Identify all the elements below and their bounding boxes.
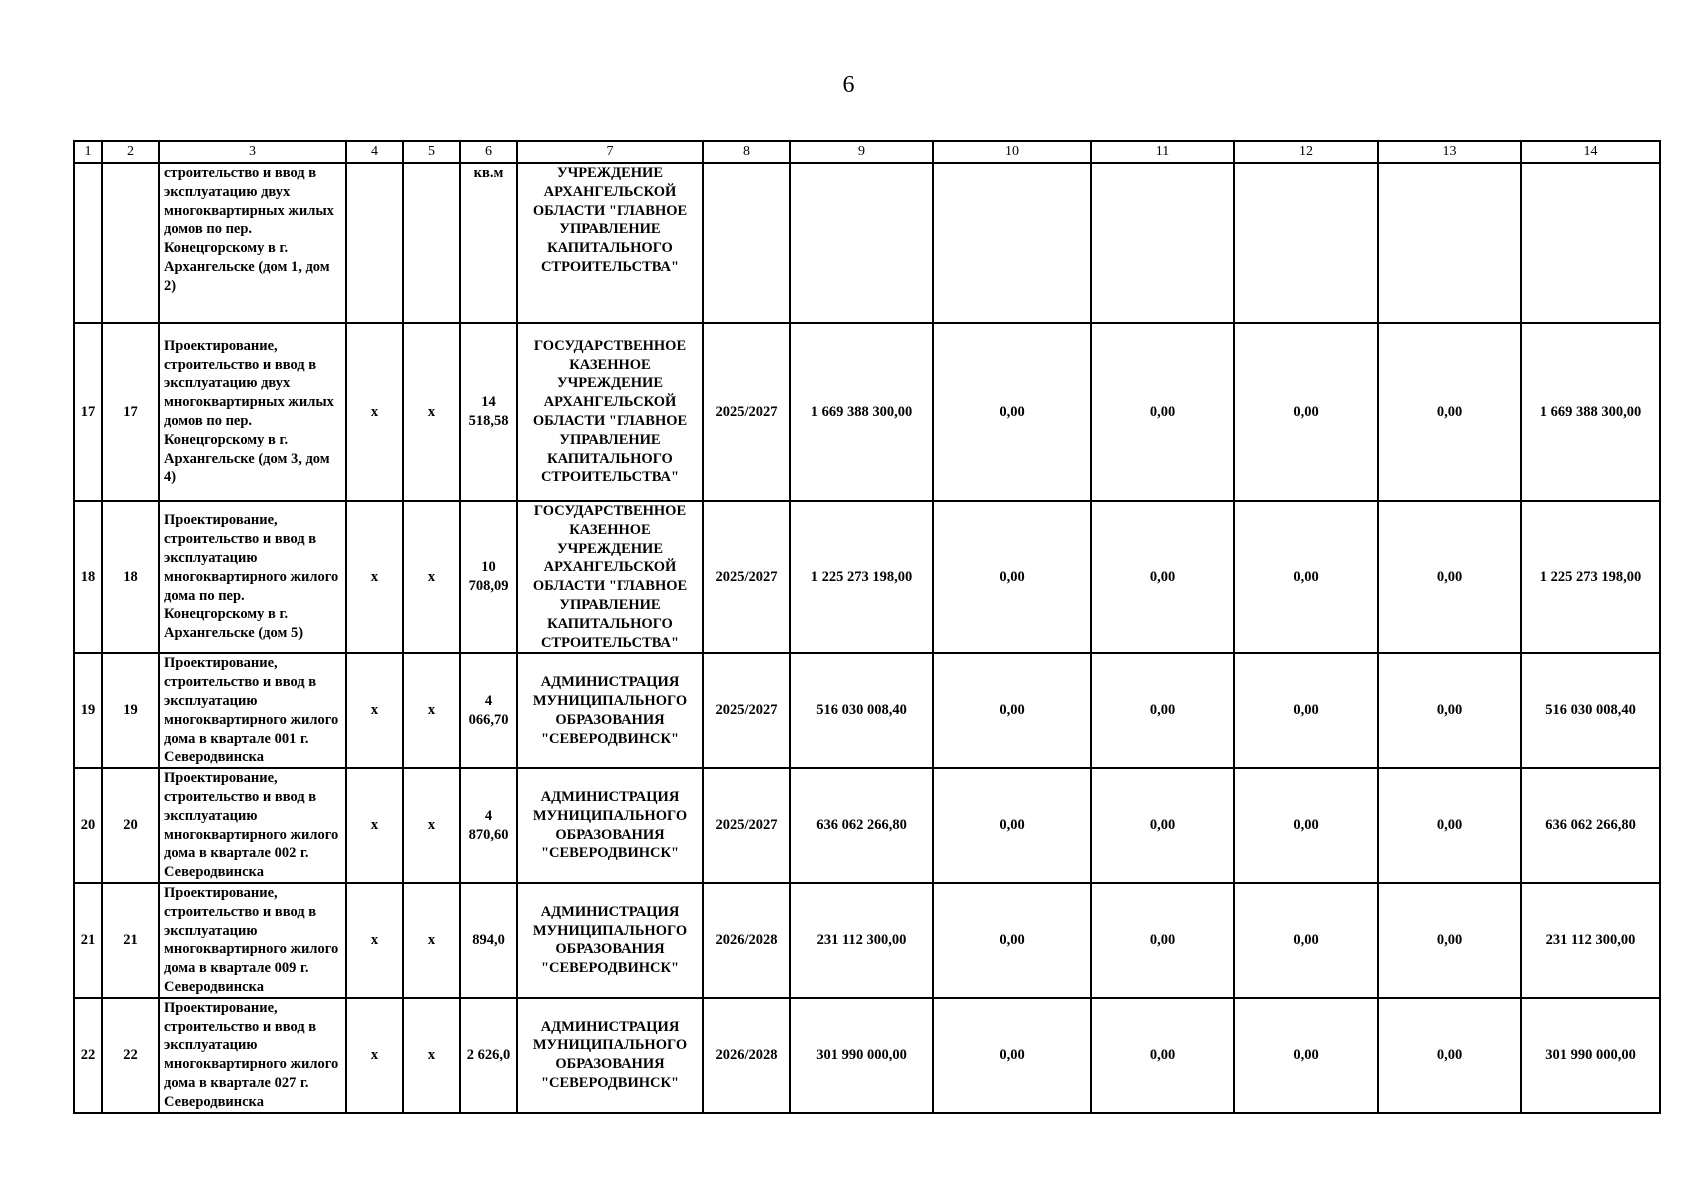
amount-col11 (1091, 163, 1234, 323)
page-number: 6 (842, 72, 855, 98)
object-description: Проектирование, строительство и ввод в эксплуатацию многоквартирного жилого дома в квартале 009 г. Северодвинска (159, 883, 346, 998)
row-number (74, 163, 102, 323)
amount-col13: 0,00 (1378, 501, 1521, 653)
table-row (74, 323, 1660, 501)
object-description: Проектирование, строительство и ввод в эксплуатацию двух многоквартирных жилых домов по пер. Конецгорскому в г. Архангельске (дом 3, дом 4) (159, 323, 346, 501)
item-number: 22 (102, 998, 159, 1113)
responsible-organization: АДМИНИСТРАЦИЯ МУНИЦИПАЛЬНОГО ОБРАЗОВАНИЯ "СЕВЕРОДВИНСК" (517, 653, 703, 768)
capacity-value: 4 870,60 (460, 768, 517, 883)
amount-col13: 0,00 (1378, 323, 1521, 501)
item-number (102, 163, 159, 323)
amount-col14: 516 030 008,40 (1521, 653, 1660, 768)
amount-col12: 0,00 (1234, 323, 1378, 501)
amount-col10: 0,00 (933, 653, 1091, 768)
amount-col10: 0,00 (933, 323, 1091, 501)
responsible-organization: АДМИНИСТРАЦИЯ МУНИЦИПАЛЬНОГО ОБРАЗОВАНИЯ "СЕВЕРОДВИНСК" (517, 883, 703, 998)
cell-col5 (403, 163, 460, 323)
amount-col9: 1 669 388 300,00 (790, 323, 933, 501)
amount-col14: 1 669 388 300,00 (1521, 323, 1660, 501)
object-description: Проектирование, строительство и ввод в эксплуатацию многоквартирного жилого дома в квартале 027 г. Северодвинска (159, 998, 346, 1113)
column-header: 11 (1091, 141, 1234, 163)
row-number: 22 (74, 998, 102, 1113)
table-row (74, 653, 1660, 768)
capacity-value: 2 626,0 (460, 998, 517, 1113)
capacity-value: 14 518,58 (460, 323, 517, 501)
amount-col14: 636 062 266,80 (1521, 768, 1660, 883)
column-header: 14 (1521, 141, 1660, 163)
table-row (74, 768, 1660, 883)
table-row (74, 883, 1660, 998)
capacity-value: 10 708,09 (460, 501, 517, 653)
amount-col9: 516 030 008,40 (790, 653, 933, 768)
column-header: 12 (1234, 141, 1378, 163)
column-header: 7 (517, 141, 703, 163)
cell-col5: х (403, 883, 460, 998)
responsible-organization: АДМИНИСТРАЦИЯ МУНИЦИПАЛЬНОГО ОБРАЗОВАНИЯ "СЕВЕРОДВИНСК" (517, 998, 703, 1113)
column-header: 5 (403, 141, 460, 163)
column-number-row (74, 141, 1660, 163)
object-description: Проектирование, строительство и ввод в эксплуатацию многоквартирного жилого дома по пер. Конецгорскому в г. Архангельске (дом 5) (159, 501, 346, 653)
period: 2025/2027 (703, 768, 790, 883)
amount-col11: 0,00 (1091, 501, 1234, 653)
amount-col9: 231 112 300,00 (790, 883, 933, 998)
amount-col11: 0,00 (1091, 653, 1234, 768)
amount-col10 (933, 163, 1091, 323)
column-header: 3 (159, 141, 346, 163)
capacity-value: кв.м (460, 163, 517, 323)
table-row (74, 501, 1660, 653)
item-number: 17 (102, 323, 159, 501)
amount-col13: 0,00 (1378, 653, 1521, 768)
column-header: 1 (74, 141, 102, 163)
amount-col12: 0,00 (1234, 501, 1378, 653)
amount-col14: 1 225 273 198,00 (1521, 501, 1660, 653)
amount-col9: 1 225 273 198,00 (790, 501, 933, 653)
cell-col4: х (346, 501, 403, 653)
amount-col12: 0,00 (1234, 653, 1378, 768)
amount-col11: 0,00 (1091, 768, 1234, 883)
amount-col12: 0,00 (1234, 883, 1378, 998)
period: 2025/2027 (703, 653, 790, 768)
cell-col5: х (403, 323, 460, 501)
column-header: 9 (790, 141, 933, 163)
table-row (74, 998, 1660, 1113)
amount-col13 (1378, 163, 1521, 323)
item-number: 21 (102, 883, 159, 998)
amount-col9: 301 990 000,00 (790, 998, 933, 1113)
amount-col14: 231 112 300,00 (1521, 883, 1660, 998)
amount-col12 (1234, 163, 1378, 323)
amount-col13: 0,00 (1378, 998, 1521, 1113)
responsible-organization: АДМИНИСТРАЦИЯ МУНИЦИПАЛЬНОГО ОБРАЗОВАНИЯ "СЕВЕРОДВИНСК" (517, 768, 703, 883)
column-header: 13 (1378, 141, 1521, 163)
amount-col14 (1521, 163, 1660, 323)
column-header: 10 (933, 141, 1091, 163)
cell-col4: х (346, 998, 403, 1113)
cell-col4 (346, 163, 403, 323)
period: 2026/2028 (703, 883, 790, 998)
amount-col10: 0,00 (933, 998, 1091, 1113)
period (703, 163, 790, 323)
cell-col4: х (346, 768, 403, 883)
item-number: 19 (102, 653, 159, 768)
amount-col11: 0,00 (1091, 323, 1234, 501)
amount-col13: 0,00 (1378, 768, 1521, 883)
column-header: 6 (460, 141, 517, 163)
amount-col10: 0,00 (933, 768, 1091, 883)
object-description: строительство и ввод в эксплуатацию двух многоквартирных жилых домов по пер. Конецгорскому в г. Архангельске (дом 1, дом 2) (159, 163, 346, 323)
amount-col12: 0,00 (1234, 998, 1378, 1113)
responsible-organization: УЧРЕЖДЕНИЕ АРХАНГЕЛЬСКОЙ ОБЛАСТИ "ГЛАВНОЕ УПРАВЛЕНИЕ КАПИТАЛЬНОГО СТРОИТЕЛЬСТВА" (517, 163, 703, 323)
column-header: 2 (102, 141, 159, 163)
period: 2025/2027 (703, 501, 790, 653)
table-row (74, 163, 1660, 323)
investment-table (73, 140, 1661, 1114)
column-header: 4 (346, 141, 403, 163)
row-number: 21 (74, 883, 102, 998)
amount-col10: 0,00 (933, 501, 1091, 653)
amount-col9 (790, 163, 933, 323)
capacity-value: 894,0 (460, 883, 517, 998)
amount-col11: 0,00 (1091, 998, 1234, 1113)
amount-col14: 301 990 000,00 (1521, 998, 1660, 1113)
cell-col4: х (346, 653, 403, 768)
cell-col4: х (346, 883, 403, 998)
amount-col11: 0,00 (1091, 883, 1234, 998)
row-number: 20 (74, 768, 102, 883)
amount-col9: 636 062 266,80 (790, 768, 933, 883)
responsible-organization: ГОСУДАРСТВЕННОЕ КАЗЕННОЕ УЧРЕЖДЕНИЕ АРХАНГЕЛЬСКОЙ ОБЛАСТИ "ГЛАВНОЕ УПРАВЛЕНИЕ КАПИТАЛЬНОГО СТРОИТЕЛЬСТВА" (517, 323, 703, 501)
capacity-value: 4 066,70 (460, 653, 517, 768)
amount-col13: 0,00 (1378, 883, 1521, 998)
row-number: 19 (74, 653, 102, 768)
responsible-organization: ГОСУДАРСТВЕННОЕ КАЗЕННОЕ УЧРЕЖДЕНИЕ АРХАНГЕЛЬСКОЙ ОБЛАСТИ "ГЛАВНОЕ УПРАВЛЕНИЕ КАПИТАЛЬНОГО СТРОИТЕЛЬСТВА" (517, 501, 703, 653)
cell-col5: х (403, 501, 460, 653)
amount-col10: 0,00 (933, 883, 1091, 998)
cell-col5: х (403, 653, 460, 768)
cell-col4: х (346, 323, 403, 501)
row-number: 17 (74, 323, 102, 501)
object-description: Проектирование, строительство и ввод в эксплуатацию многоквартирного жилого дома в квартале 001 г. Северодвинска (159, 653, 346, 768)
period: 2025/2027 (703, 323, 790, 501)
row-number: 18 (74, 501, 102, 653)
amount-col12: 0,00 (1234, 768, 1378, 883)
cell-col5: х (403, 768, 460, 883)
period: 2026/2028 (703, 998, 790, 1113)
cell-col5: х (403, 998, 460, 1113)
item-number: 18 (102, 501, 159, 653)
object-description: Проектирование, строительство и ввод в эксплуатацию многоквартирного жилого дома в квартале 002 г. Северодвинска (159, 768, 346, 883)
column-header: 8 (703, 141, 790, 163)
item-number: 20 (102, 768, 159, 883)
